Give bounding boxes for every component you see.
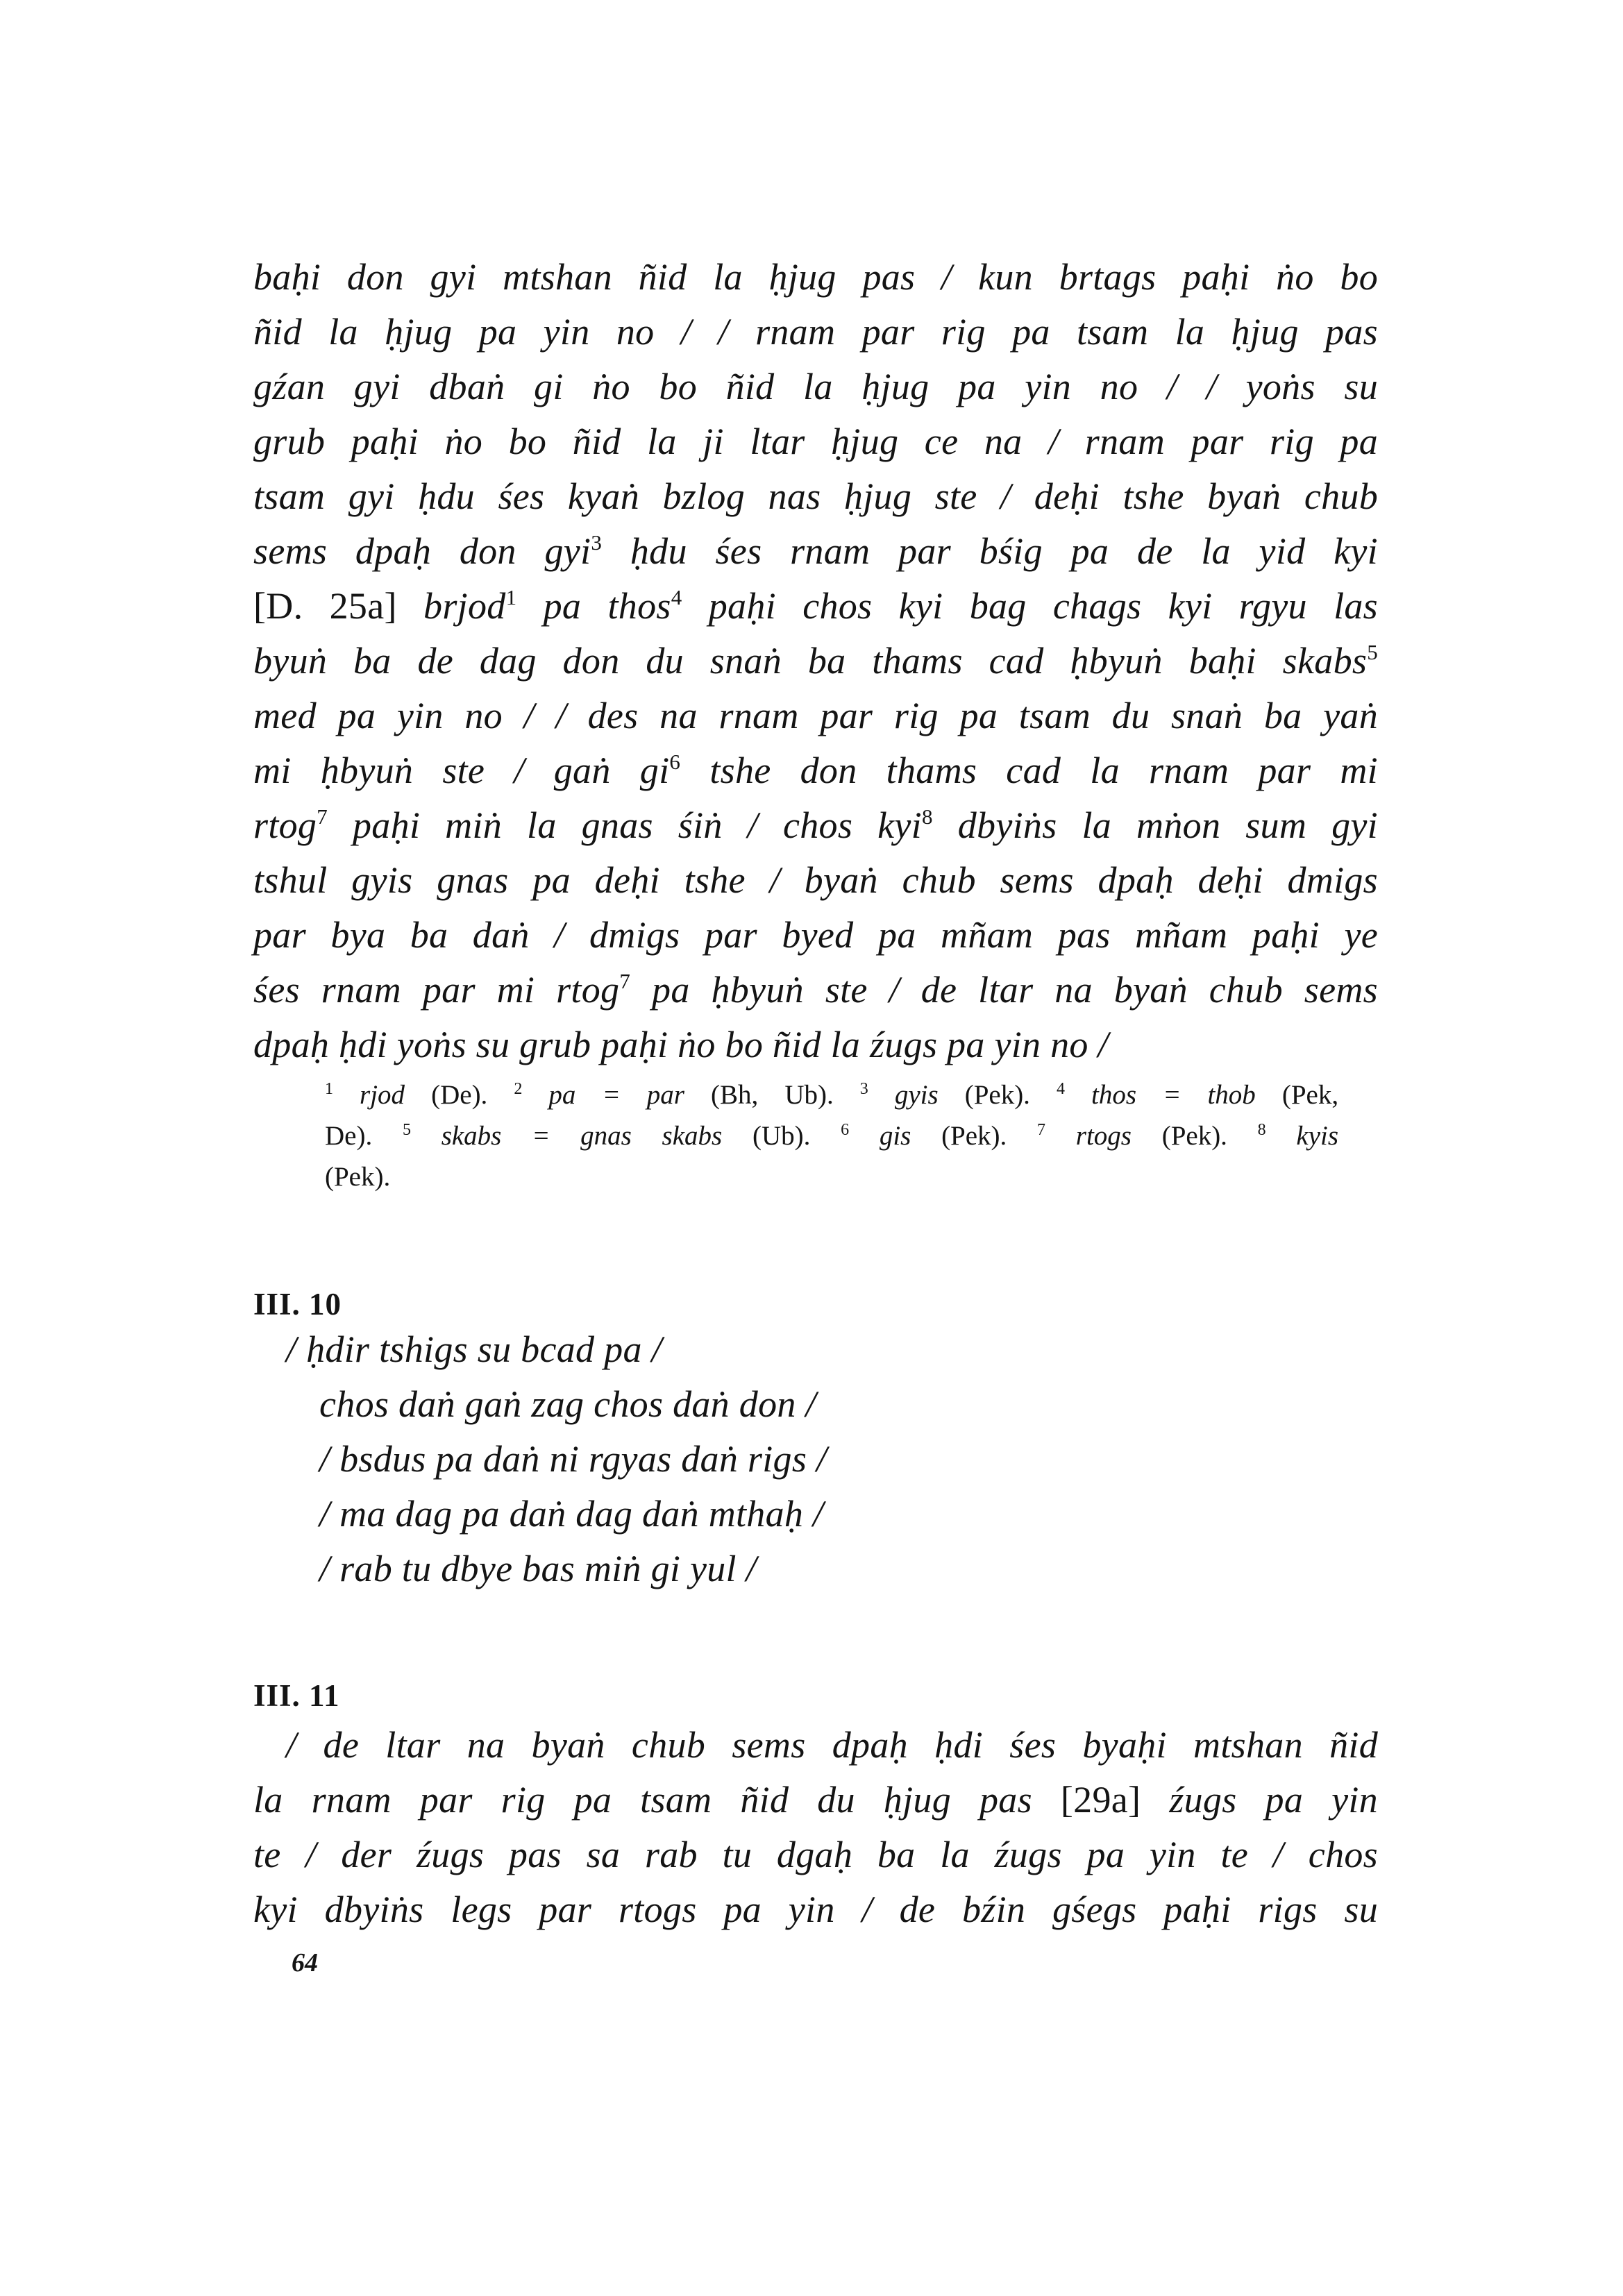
text-segment: pa thos bbox=[543, 585, 671, 627]
footnote-marker: 8 bbox=[921, 804, 933, 829]
text-line bbox=[253, 579, 1378, 634]
footnote-line bbox=[325, 1074, 1338, 1115]
text-segment: mi ḥbyuṅ ste / gaṅ gi bbox=[253, 750, 670, 791]
text-line: dpaḥ ḥdi yoṅs su grub paḥi ṅo bo ñid la źugs pa yin no / bbox=[253, 1024, 1109, 1065]
footnote-marker: 7 bbox=[619, 969, 631, 993]
text-line: gźan gyi dbaṅ gi ṅo bo ñid la ḥjug pa yin no / / yoṅs su bbox=[253, 366, 1378, 407]
footnote-source: (Pek). bbox=[941, 1121, 1007, 1151]
text-segment: źugs pa yin bbox=[1169, 1779, 1378, 1821]
text-line: grub paḥi ṅo bo ñid la ji ltar ḥjug ce na / rnam par rig pa bbox=[253, 421, 1378, 462]
footnote-marker: 6 bbox=[669, 750, 681, 774]
text-line: baḥi don gyi mtshan ñid la ḥjug pas / kun brtags paḥi ṅo bo bbox=[253, 256, 1378, 298]
footnote-source: (De). bbox=[431, 1080, 488, 1110]
text-segment: brjod bbox=[423, 585, 506, 627]
text-line bbox=[253, 743, 1378, 798]
text-line: med pa yin no / / des na rnam par rig pa tsam du snaṅ ba yaṅ bbox=[253, 695, 1378, 736]
section-heading: III. 10 bbox=[253, 1287, 342, 1322]
section-heading: III. 11 bbox=[253, 1678, 340, 1713]
footnote-source: (Pek). bbox=[325, 1162, 391, 1192]
verse-line: / ma dag pa daṅ dag daṅ mthaḥ / bbox=[319, 1493, 824, 1535]
text-segment: tshe don thams cad la rnam par mi bbox=[709, 750, 1378, 791]
text-line: ñid la ḥjug pa yin no / / rnam par rig pa tsam la ḥjug pas bbox=[253, 311, 1378, 353]
text-line bbox=[253, 798, 1378, 853]
footnote-source: (Pek). bbox=[1161, 1121, 1227, 1151]
footnote-number: 8 bbox=[1257, 1121, 1266, 1139]
footnote-line bbox=[325, 1156, 1338, 1197]
footnote-marker: 4 bbox=[671, 585, 682, 609]
text-segment: rtog bbox=[253, 804, 317, 846]
text-line bbox=[253, 1773, 1378, 1827]
footnote-line bbox=[325, 1115, 1338, 1156]
footnote-source: De). bbox=[325, 1121, 373, 1151]
text-line bbox=[253, 524, 1378, 579]
verse-block bbox=[253, 1322, 1086, 1596]
verse-line: / bsdus pa daṅ ni rgyas daṅ rigs / bbox=[319, 1438, 827, 1480]
text-segment: śes rnam par mi rtog bbox=[253, 969, 620, 1011]
text-line: / de ltar na byaṅ chub sems dpaḥ ḥdi śes byaḥi mtshan ñid bbox=[286, 1724, 1378, 1766]
footnotes bbox=[325, 1074, 1338, 1197]
text-line bbox=[253, 963, 1378, 1018]
folio-reference: [29a] bbox=[1060, 1779, 1141, 1821]
footnote-term: gyis bbox=[894, 1080, 939, 1110]
footnote-marker: 3 bbox=[591, 530, 603, 555]
footnote-number: 2 bbox=[514, 1080, 523, 1098]
footnote-source: (Pek). bbox=[964, 1080, 1030, 1110]
text-segment: sems dpaḥ don gyi bbox=[253, 530, 591, 572]
footnote-term: kyis bbox=[1296, 1121, 1339, 1151]
text-segment: pa ḥbyuṅ ste / de ltar na byaṅ chub sems bbox=[652, 969, 1379, 1011]
footnote-source: (Pek, bbox=[1281, 1080, 1339, 1110]
footnote-source: (Ub). bbox=[752, 1121, 811, 1151]
text-segment: la rnam par rig pa tsam ñid du ḥjug pas bbox=[253, 1779, 1032, 1821]
footnote-number: 7 bbox=[1037, 1121, 1046, 1139]
footnote-number: 1 bbox=[325, 1080, 333, 1098]
verse-line: / ḥdir tshigs su bcad pa / bbox=[286, 1328, 662, 1370]
footnote-marker: 5 bbox=[1367, 640, 1378, 664]
folio-reference: [D. 25a] bbox=[253, 585, 397, 627]
footnote-term: gis bbox=[879, 1121, 911, 1151]
text-line bbox=[253, 634, 1378, 689]
text-line: par bya ba daṅ / dmigs par byed pa mñam pas mñam paḥi ye bbox=[253, 914, 1378, 956]
footnote-number: 3 bbox=[859, 1080, 868, 1098]
footnote-term: rjod bbox=[360, 1080, 405, 1110]
footnote-number: 5 bbox=[402, 1121, 411, 1139]
text-segment: dbyiṅs la mṅon sum gyi bbox=[957, 804, 1378, 846]
footnote-number: 4 bbox=[1056, 1080, 1065, 1098]
section-paragraph bbox=[253, 1718, 1378, 1937]
footnote-source: (Bh, Ub). bbox=[711, 1080, 834, 1110]
footnote-term: rtogs bbox=[1075, 1121, 1132, 1151]
verse-line: chos daṅ gaṅ zag chos daṅ don / bbox=[319, 1383, 816, 1425]
footnote-term: skabs = gnas skabs bbox=[441, 1121, 723, 1151]
text-line: tsam gyi ḥdu śes kyaṅ bzlog nas ḥjug ste / deḥi tshe byaṅ chub bbox=[253, 475, 1378, 517]
verse-line: / rab tu dbye bas miṅ gi yul / bbox=[319, 1548, 757, 1589]
text-segment: paḥi chos kyi bag chags kyi rgyu las bbox=[708, 585, 1378, 627]
text-segment: byuṅ ba de dag don du snaṅ ba thams cad ḥbyuṅ baḥi skabs bbox=[253, 640, 1368, 682]
page-number: 64 bbox=[292, 1948, 318, 1977]
footnote-marker: 7 bbox=[317, 804, 328, 829]
text-segment: ḥdu śes rnam par bśig pa de la yid kyi bbox=[630, 530, 1378, 572]
text-line: te / der źugs pas sa rab tu dgaḥ ba la źugs pa yin te / chos bbox=[253, 1834, 1378, 1875]
text-line: kyi dbyiṅs legs par rtogs pa yin / de bźin gśegs paḥi rigs su bbox=[253, 1889, 1378, 1930]
footnote-term: pa = par bbox=[548, 1080, 684, 1110]
text-line: tshul gyis gnas pa deḥi tshe / byaṅ chub sems dpaḥ deḥi dmigs bbox=[253, 859, 1378, 901]
text-segment: paḥi miṅ la gnas śiṅ / chos kyi bbox=[353, 804, 922, 846]
footnote-marker: 1 bbox=[505, 585, 517, 609]
footnote-number: 6 bbox=[841, 1121, 850, 1139]
main-paragraph bbox=[253, 250, 1378, 1072]
footnote-term: thos = thob bbox=[1091, 1080, 1256, 1110]
